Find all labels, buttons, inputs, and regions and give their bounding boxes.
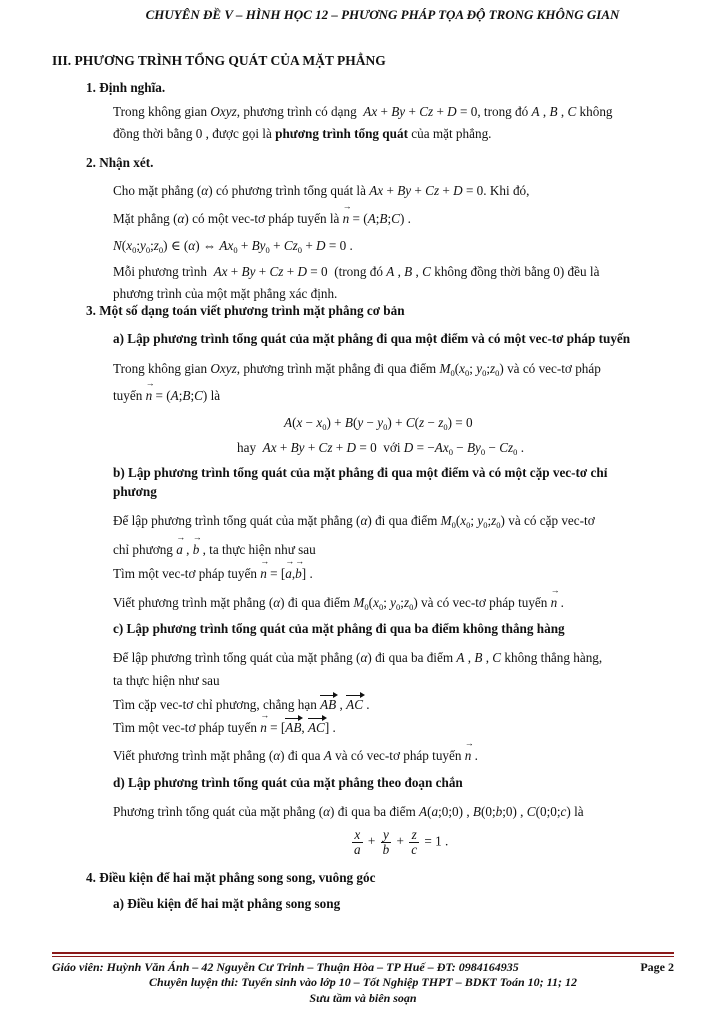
page-number: Page 2 (640, 960, 674, 974)
section-title: III. PHƯƠNG TRÌNH TỔNG QUÁT CỦA MẶT PHẲNG (52, 53, 386, 68)
heading-problem-types: 3. Một số dạng toán viết phương trình mặt phẳng cơ bản (86, 303, 405, 318)
heading-a: a) Lập phương trình tổng quát của mặt phẳng đi qua một điểm và có một vec-tơ pháp tuyến (113, 331, 631, 346)
footer-teacher: Giáo viên: Huỳnh Văn Ánh – 42 Nguyễn Cư Trinh – Thuận Hòa – TP Huế – ĐT: 0984164935 (52, 960, 519, 974)
remark-line-5: phương trình của một mặt phẳng xác định. (113, 286, 338, 301)
b-line-3: Tìm một vec-tơ pháp tuyến → n = [→ a,→ b] . (113, 566, 313, 582)
heading-conditions: 4. Điều kiện để hai mặt phẳng song song, vuông góc (86, 870, 376, 885)
heading-definition: 1. Định nghĩa. (86, 80, 166, 95)
remark-line-3: $N(x_0;y_0;z_0)$ ∈ (α) ⇔ $Ax_0 + By_0 + Cz_0 + D = 0$ . (113, 238, 353, 255)
remark-line-4: Mỗi phương trình Ax + By + Cz + D = 0 (trong đó A , B , C không đồng thời bằng 0) đều là (113, 264, 600, 279)
a-line-1: Trong không gian Oxyz, phương trình mặt phẳng đi qua điểm $M_0(x_0$; $y_0;z_0$) và có vec-tơ pháp (113, 361, 601, 378)
a-equation-2: hay Ax + By + Cz + D = 0 với $D = -Ax_0 - By_0 - Cz_0$ . (237, 440, 524, 457)
c-line-4: Tìm một vec-tơ pháp tuyến → n = [AB, AC] . (113, 720, 336, 736)
heading-b-line-1: b) Lập phương trình tổng quát của mặt phẳng đi qua một điểm và có một cặp vec-tơ chỉ (113, 465, 608, 480)
heading-remarks: 2. Nhận xét. (86, 155, 154, 170)
c-line-3: Tìm cặp vec-tơ chỉ phương, chẳng hạn AB , AC . (113, 697, 370, 712)
b-line-4: Viết phương trình mặt phẳng (α) đi qua điểm $M_0(x_0$; $y_0;z_0$) và có vec-tơ pháp tuyến → n . (113, 595, 564, 612)
c-line-2: ta thực hiện như sau (113, 673, 220, 688)
heading-4a: a) Điều kiện để hai mặt phẳng song song (113, 896, 341, 911)
a-line-2: tuyến → n = (A;B;C) là (113, 388, 220, 404)
b-line-2: chỉ phương → a , → b , ta thực hiện như sau (113, 542, 316, 558)
a-equation-1: $A(x - x_0) + B(y - y_0) + C(z - z_0) = 0$ (284, 415, 473, 432)
intercept-equation: $\frac{x}{a}$ + $\frac{y}{b}$ + $\frac{z}{c}$ = 1 . (354, 827, 449, 857)
c-line-5: Viết phương trình mặt phẳng (α) đi qua A và có vec-tơ pháp tuyến → n . (113, 748, 478, 764)
footer-rule-thick (52, 952, 674, 954)
heading-d: d) Lập phương trình tổng quát của mặt phẳng theo đoạn chắn (113, 775, 463, 790)
definition-line-2: đồng thời bằng 0 , được gọi là phương trình tổng quát của mặt phẳng. (113, 126, 492, 141)
remark-line-1: Cho mặt phẳng (α) có phương trình tổng quát là Ax + By + Cz + D = 0. Khi đó, (113, 183, 530, 198)
heading-b-line-2: phương (113, 484, 157, 499)
d-line-1: Phương trình tổng quát của mặt phẳng (α) đi qua ba điểm A(a;0;0) , B(0;b;0) , C(0;0;c) là (113, 804, 584, 819)
b-line-1: Để lập phương trình tổng quát của mặt phẳng (α) đi qua điểm $M_0(x_0$; $y_0;z_0$) và có cặp vec-tơ (113, 513, 595, 530)
c-line-1: Để lập phương trình tổng quát của mặt phẳng (α) đi qua ba điểm A , B , C không thẳng hàng, (113, 650, 603, 665)
definition-line-1: Trong không gian Oxyz, phương trình có dạng Ax + By + Cz + D = 0, trong đó A , B , C không (113, 104, 613, 119)
page-header: CHUYÊN ĐỀ V – HÌNH HỌC 12 – PHƯƠNG PHÁP TỌA ĐỘ TRONG KHÔNG GIAN (145, 7, 620, 22)
remark-line-2: Mặt phẳng (α) có một vec-tơ pháp tuyến là → n = (A;B;C) . (113, 211, 411, 227)
footer-compiled: Sưu tầm và biên soạn (309, 991, 417, 1005)
heading-c: c) Lập phương trình tổng quát của mặt phẳng đi qua ba điểm không thẳng hàng (113, 621, 565, 636)
footer-course: Chuyên luyện thi: Tuyển sinh vào lớp 10 – Tốt Nghiệp THPT – BDKT Toán 10; 11; 12 (149, 975, 577, 989)
footer-rule-thin (52, 956, 674, 957)
